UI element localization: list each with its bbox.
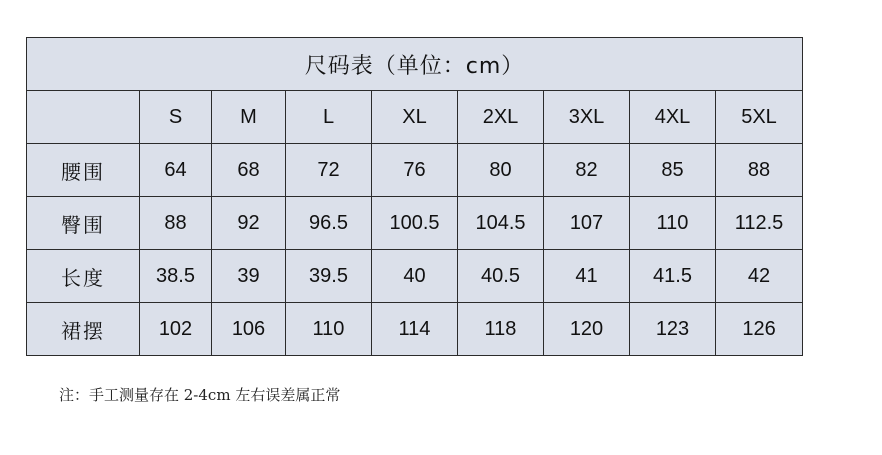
row-label-hip: 臀围 (27, 197, 140, 250)
table-cell: 39 (212, 250, 286, 303)
table-row-waist (27, 144, 803, 197)
table-cell: 120 (544, 303, 630, 356)
row-label-hem: 裙摆 (27, 303, 140, 356)
table-cell: 88 (716, 144, 803, 197)
table-cell: 110 (286, 303, 372, 356)
table-row-hem (27, 303, 803, 356)
table-title: 尺码表（单位：cm） (27, 38, 803, 91)
table-cell: 76 (372, 144, 458, 197)
table-cell: 106 (212, 303, 286, 356)
table-cell: 88 (140, 197, 212, 250)
table-cell: 72 (286, 144, 372, 197)
table-cell: 41 (544, 250, 630, 303)
size-header-m: M (212, 91, 286, 144)
measurement-note: 注：手工测量存在 2-4cm 左右误差属正常 (59, 386, 341, 404)
table-cell: 39.5 (286, 250, 372, 303)
table-cell: 107 (544, 197, 630, 250)
table-cell: 126 (716, 303, 803, 356)
row-label-waist: 腰围 (27, 144, 140, 197)
table-cell: 110 (630, 197, 716, 250)
size-header-4xl: 4XL (630, 91, 716, 144)
table-cell: 85 (630, 144, 716, 197)
table-cell: 38.5 (140, 250, 212, 303)
size-header-3xl: 3XL (544, 91, 630, 144)
table-cell: 104.5 (458, 197, 544, 250)
size-chart-table (26, 37, 803, 356)
table-cell: 92 (212, 197, 286, 250)
table-cell: 114 (372, 303, 458, 356)
size-header-l: L (286, 91, 372, 144)
corner-cell (27, 91, 140, 144)
title-row (27, 38, 803, 91)
size-header-5xl: 5XL (716, 91, 803, 144)
table-row-hip (27, 197, 803, 250)
table-row-length (27, 250, 803, 303)
table-cell: 100.5 (372, 197, 458, 250)
table-cell: 80 (458, 144, 544, 197)
size-header-2xl: 2XL (458, 91, 544, 144)
table-cell: 40.5 (458, 250, 544, 303)
table-cell: 118 (458, 303, 544, 356)
table-cell: 41.5 (630, 250, 716, 303)
table-cell: 42 (716, 250, 803, 303)
size-header-s: S (140, 91, 212, 144)
table-cell: 102 (140, 303, 212, 356)
size-header-row (27, 91, 803, 144)
table-cell: 123 (630, 303, 716, 356)
table-cell: 64 (140, 144, 212, 197)
table-cell: 96.5 (286, 197, 372, 250)
table-cell: 112.5 (716, 197, 803, 250)
row-label-length: 长度 (27, 250, 140, 303)
table-cell: 68 (212, 144, 286, 197)
table-cell: 40 (372, 250, 458, 303)
table-cell: 82 (544, 144, 630, 197)
size-header-xl: XL (372, 91, 458, 144)
